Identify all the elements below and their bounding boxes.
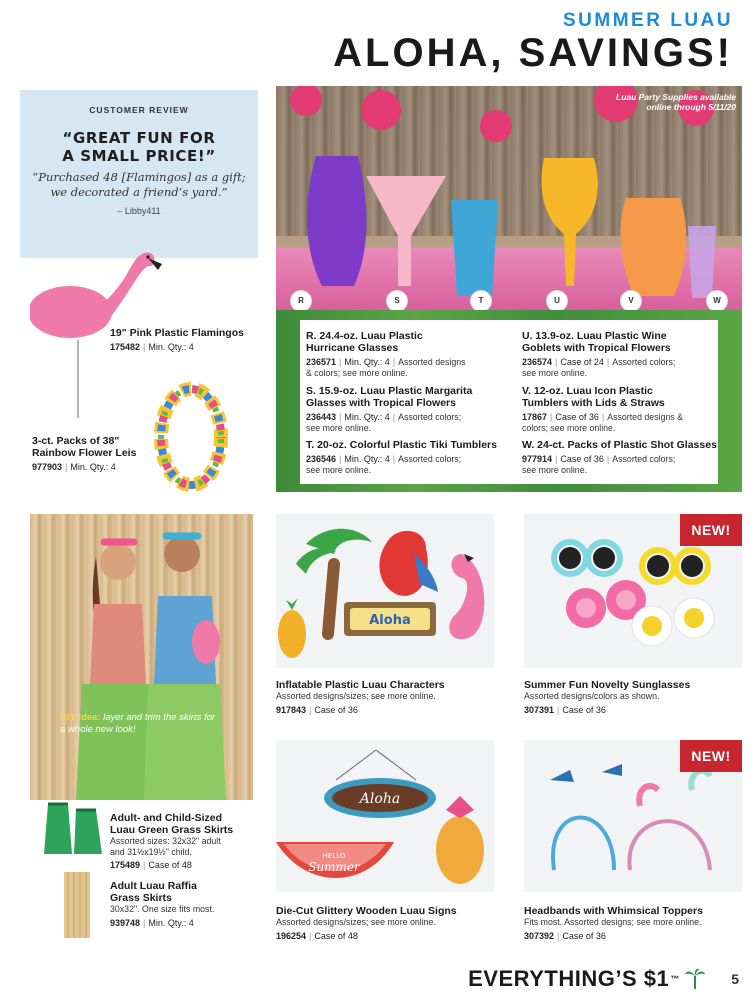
product-qty: Case of 36 [562, 704, 606, 715]
couple-illustration [30, 514, 253, 800]
product-desc-line2: see more online. [306, 422, 372, 433]
tiki-list-right-column [522, 330, 718, 482]
product-desc-line1: Assorted sizes: 32x32" adult [110, 836, 221, 846]
product-name-line1: Adult- and Child-Sized [110, 812, 222, 824]
product-qty: Min. Qty.: 4 [344, 357, 390, 367]
product-sku: 196254 [276, 930, 307, 941]
product-qty: Case of 48 [148, 860, 192, 870]
green-grass-skirts-image [44, 800, 104, 856]
headbands-image [524, 740, 742, 892]
product-name-line2: Luau Green Grass Skirts [110, 824, 234, 836]
brand-wordmark: EVERYTHING’S $1 [468, 966, 670, 991]
product-sku-line: 307391 | Case of 36 [524, 704, 606, 715]
review-headline-line1: “GREAT FUN FOR [62, 129, 216, 147]
signs-product [276, 905, 494, 942]
new-badge: NEW! [680, 514, 742, 546]
flower-lei-image [150, 378, 232, 496]
product-desc: Assorted designs & [607, 411, 684, 422]
product-sku: 939748 [110, 917, 141, 928]
palm-tree-logo-icon [685, 968, 705, 990]
section-kicker: SUMMER LUAU [563, 10, 733, 31]
product-desc-line2: see more online. [522, 465, 588, 475]
product-sku-line: 17867 | Case of 36 | Assorted designs & [522, 411, 684, 422]
summer-sign-text: Summer [308, 860, 360, 874]
product-name: Die-Cut Glittery Wooden Luau Signs [276, 905, 457, 917]
signs-illustration [276, 740, 494, 892]
review-author: – Libby411 [117, 206, 161, 216]
new-badge: NEW! [680, 740, 742, 772]
product-name: 19" Pink Plastic Flamingos [110, 327, 244, 339]
product-sku-line: 236571 | Min. Qty.: 4 | Assorted designs [306, 357, 466, 367]
badge-w: W [706, 290, 728, 310]
product-sku-line: 236546 | Min. Qty.: 4 | Assorted colors; [306, 454, 462, 464]
photo-note-line2: online through 5/11/20 [646, 102, 736, 112]
photo-note-line1: Luau Party Supplies available [616, 92, 736, 102]
product-sku-line: 236574 | Case of 24 | Assorted colors; [522, 357, 676, 367]
badge-t: T [470, 290, 492, 310]
product-desc: Assorted colors; [398, 454, 462, 464]
product-name-line2: Goblets with Tropical Flowers [522, 342, 671, 354]
product-desc: Assorted designs/sizes; see more online. [276, 691, 436, 701]
product-desc: Assorted colors; [398, 411, 462, 422]
diy-label: DIY Idea: [60, 712, 101, 723]
sunglasses-image [524, 514, 742, 668]
product-desc-line2: and 31½x19½" child. [110, 846, 192, 857]
product-name-line2: Rainbow Flower Leis [32, 447, 137, 459]
tiki-item-r [306, 330, 502, 379]
product-sku: 17867 [522, 411, 548, 422]
product-name-line1: V. 12-oz. Luau Icon Plastic [522, 384, 653, 397]
glasses-illustration [276, 86, 742, 310]
product-name-line1: W. 24-ct. Packs of Plastic Shot Glasses [522, 439, 717, 451]
review-headline [20, 129, 258, 165]
product-sku: 236574 [522, 357, 553, 367]
photo-note [616, 92, 736, 112]
aloha-sign-text: Aloha [359, 791, 401, 807]
product-sku: 977903 [32, 462, 63, 472]
badge-u: U [546, 290, 568, 310]
wooden-signs-image [276, 740, 494, 892]
flamingo-product [110, 327, 260, 353]
tiki-glasses-photo [276, 86, 742, 310]
inflatable-illustration [276, 514, 494, 668]
product-sku-line: 917843 | Case of 36 [276, 704, 358, 715]
customer-review-box [20, 90, 258, 258]
product-qty: Min. Qty.: 4 [344, 411, 390, 422]
tiki-item-u [522, 330, 718, 379]
page-footer [468, 964, 739, 994]
product-desc-line2: see more online. [306, 465, 372, 475]
headbands-product [524, 905, 742, 942]
trademark-symbol: ™ [670, 974, 680, 984]
product-sku-line: 977914 | Case of 36 | Assorted colors; [522, 454, 676, 464]
product-name: Headbands with Whimsical Toppers [524, 905, 703, 917]
sunglasses-product [524, 679, 742, 716]
product-sku: 236571 [306, 357, 337, 367]
inflatable-characters-image [276, 514, 494, 668]
product-sku-line: 236443 | Min. Qty.: 4 | Assorted colors; [306, 411, 462, 422]
product-qty: Case of 36 [555, 411, 599, 422]
diy-idea-note [60, 712, 220, 736]
tiki-item-w [522, 439, 718, 476]
page-title: ALOHA, SAVINGS! [333, 31, 733, 75]
product-name-line1: R. 24.4-oz. Luau Plastic [306, 330, 423, 342]
product-qty: Case of 36 [562, 930, 606, 941]
product-sku: 977914 [522, 454, 553, 464]
product-name: Inflatable Plastic Luau Characters [276, 679, 445, 691]
product-name-line2: Grass Skirts [110, 892, 172, 904]
product-sku: 236443 [306, 411, 337, 422]
inflatable-product [276, 679, 494, 716]
product-desc: Assorted designs [398, 357, 466, 367]
product-sku: 307392 [524, 930, 555, 941]
badge-s: S [386, 290, 408, 310]
product-sku-line: 939748 | Min. Qty.: 4 [110, 917, 194, 928]
review-quote: “Purchased 48 [Flamingos] as a gift; we decorated a friend’s yard.” [32, 170, 246, 199]
tiki-product-list [300, 320, 718, 484]
product-qty: Case of 36 [560, 454, 604, 464]
green-skirts-product [110, 812, 260, 871]
product-qty: Case of 24 [560, 357, 604, 367]
review-headline-line2: A SMALL PRICE!” [62, 147, 216, 165]
product-name-line2: Tumblers with Lids & Straws [522, 396, 665, 409]
product-sku: 175482 [110, 342, 141, 352]
product-name-line2: Hurricane Glasses [306, 342, 399, 354]
product-qty: Min. Qty.: 4 [148, 917, 194, 928]
product-name-line1: Adult Luau Raffia [110, 880, 197, 892]
product-desc: Assorted designs/colors as shown. [524, 691, 660, 701]
product-sku-line: 175489 | Case of 48 [110, 860, 192, 870]
raffia-skirt-image [62, 870, 92, 940]
product-desc-line2: colors; see more online. [522, 422, 616, 433]
inflatable-sign-text: Aloha [369, 613, 411, 628]
page-number: 5 [731, 971, 739, 987]
product-desc: Assorted colors; [612, 454, 676, 464]
product-desc: 30x32". One size fits most. [110, 904, 215, 914]
product-sku: 175489 [110, 860, 141, 870]
product-name-line1: T. 20-oz. Colorful Plastic Tiki Tumblers [306, 439, 497, 451]
product-desc-line2: see more online. [522, 368, 588, 378]
product-name-line1: U. 13.9-oz. Luau Plastic Wine [522, 330, 667, 342]
product-qty: Min. Qty.: 4 [344, 454, 390, 464]
product-name-line1: S. 15.9-oz. Luau Plastic Margarita [306, 384, 473, 397]
product-qty: Min. Qty.: 4 [148, 342, 194, 352]
product-desc: Assorted colors; [612, 357, 676, 367]
product-name-line2: Glasses with Tropical Flowers [306, 396, 456, 409]
tiki-item-s [306, 385, 502, 434]
badge-v: V [620, 290, 642, 310]
raffia-skirts-product [110, 880, 260, 929]
product-desc: Assorted designs/sizes; see more online. [276, 917, 436, 927]
product-qty: Case of 36 [314, 704, 358, 715]
product-name: Summer Fun Novelty Sunglasses [524, 679, 691, 691]
tiki-item-t [306, 439, 502, 476]
badge-r: R [290, 290, 312, 310]
product-sku-line: 196254 | Case of 48 [276, 930, 358, 941]
tiki-list-left-column [306, 330, 502, 482]
product-qty: Min. Qty.: 4 [70, 462, 116, 472]
tiki-item-v [522, 385, 718, 434]
hello-sign-text: HELLO [322, 852, 346, 860]
product-sku-line: 175482 | Min. Qty.: 4 [110, 342, 194, 352]
leis-product [32, 435, 157, 473]
product-desc: Fits most. Assorted designs; see more online. [524, 917, 702, 927]
diy-text: layer and trim the skirts for a whole new look! [60, 712, 216, 735]
product-desc-line2: & colors; see more online. [306, 368, 408, 378]
grass-skirt-panel [276, 310, 742, 492]
product-sku-line: 307392 | Case of 36 [524, 930, 606, 941]
couple-luau-photo [30, 514, 253, 800]
product-qty: Case of 48 [314, 930, 358, 941]
product-sku: 307391 [524, 704, 555, 715]
review-label: CUSTOMER REVIEW [89, 105, 189, 115]
product-name-line1: 3-ct. Packs of 38" [32, 435, 120, 447]
product-sku-line: 977903 | Min. Qty.: 4 [32, 462, 116, 472]
product-sku: 236546 [306, 454, 337, 464]
product-sku: 917843 [276, 704, 307, 715]
